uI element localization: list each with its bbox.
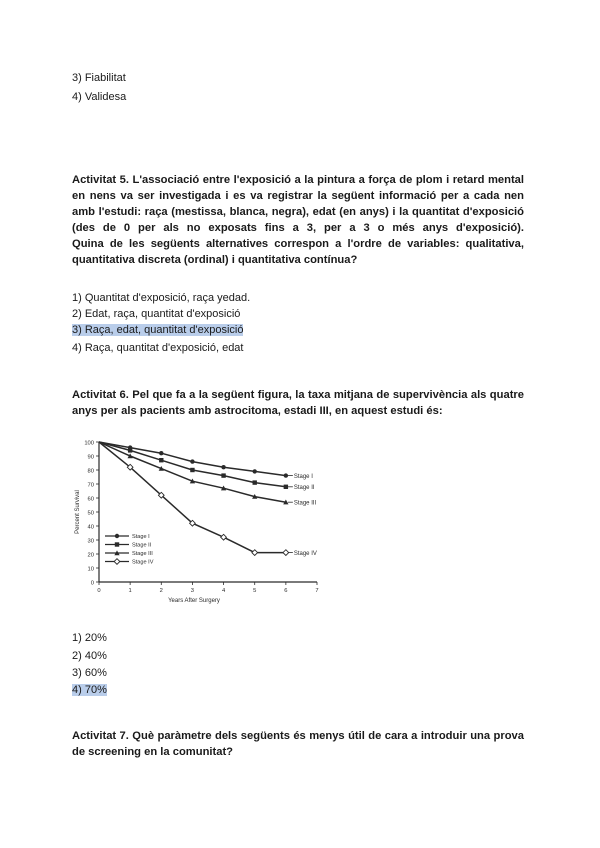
- data-point-stage-i: [190, 459, 194, 463]
- data-point-stage-i: [159, 451, 163, 455]
- activity5-option-2: 2) Edat, raça, quantitat d'exposició: [72, 308, 241, 320]
- activity6-option-3: 3) 60%: [72, 667, 107, 679]
- list-item-fiabilitat: 3) Fiabilitat: [72, 72, 126, 84]
- legend-marker: [115, 534, 119, 538]
- y-tick-label: 70: [87, 482, 94, 489]
- legend-marker: [114, 559, 120, 565]
- activity5-option-4: 4) Raça, quantitat d'exposició, edat: [72, 342, 244, 354]
- x-tick-label: 5: [253, 588, 257, 594]
- data-point-stage-ii: [128, 448, 132, 452]
- activity6-highlighted-option: 4) 70%: [72, 684, 107, 696]
- y-tick-label: 90: [87, 454, 94, 461]
- data-point-stage-ii: [159, 458, 163, 462]
- activity5-highlighted-option: 3) Raça, edat, quantitat d'exposició: [72, 324, 244, 336]
- series-end-label-stage-ii: Stage II: [293, 485, 315, 492]
- y-axis-label: Percent Survival: [75, 490, 81, 534]
- data-point-stage-i: [284, 473, 288, 477]
- list-item-validesa: 4) Validesa: [72, 91, 127, 103]
- activity6-option-2: 2) 40%: [72, 650, 107, 662]
- x-tick-label: 4: [221, 588, 226, 594]
- activity6-option-1: 1) 20%: [72, 632, 107, 644]
- legend-entry-label: Stage IV: [132, 559, 154, 566]
- legend-entry-label: Stage III: [132, 551, 153, 558]
- data-point-stage-iv: [252, 550, 258, 556]
- x-tick-label: 7: [315, 588, 319, 594]
- series-end-label-stage-i: Stage I: [293, 473, 313, 480]
- activity7-question: Activitat 7. Què paràmetre dels següents és menys útil de cara a introduir una prova de screening en la comunitat?: [72, 730, 524, 758]
- activity5-option-1: 1) Quantitat d'exposició, raça yedad.: [72, 292, 251, 304]
- activity5-paragraph1: Activitat 5. L'associació entre l'exposició a la pintura a força de plom i retard mental en nens va ser investigada i es va registrar la següent informació per a cada nen amb l'estudi: raça (mestissa, blanca, negra), edat (en anys) i la quantitat d'exposició (des de 0 per als no exposats fins a 3, per a 3 o més anys d'exposició).: [72, 174, 524, 234]
- x-tick-label: 2: [159, 588, 163, 594]
- series-end-label-stage-iv: Stage IV: [293, 550, 317, 557]
- x-tick-label: 6: [284, 588, 288, 594]
- y-tick-label: 20: [87, 552, 94, 559]
- x-tick-label: 0: [97, 588, 101, 594]
- x-tick-label: 3: [190, 588, 195, 594]
- y-tick-label: 80: [87, 468, 94, 475]
- x-axis-label: Years After Surgery: [168, 598, 220, 604]
- activity5-paragraph2: Quina de les següents alternatives correspon a l'ordre de variables: qualitativa, quantitativa discreta (ordinal) i quantitativa contínua?: [72, 238, 524, 266]
- legend-entry-label: Stage II: [132, 542, 152, 549]
- activity5-option-3: [72, 322, 243, 338]
- y-tick-label: 0: [90, 580, 94, 587]
- legend-marker: [115, 542, 119, 546]
- survival-chart: [72, 432, 334, 608]
- legend-entry-label: Stage I: [132, 534, 150, 541]
- x-tick-label: 1: [128, 588, 132, 594]
- activity6-option-4: [72, 682, 107, 698]
- data-point-stage-ii: [253, 480, 257, 484]
- activity5-statement: [72, 172, 524, 268]
- y-tick-label: 10: [87, 566, 94, 573]
- data-point-stage-iv: [221, 534, 227, 540]
- data-point-stage-ii: [190, 468, 194, 472]
- y-tick-label: 100: [84, 440, 94, 447]
- data-point-stage-i: [253, 469, 257, 473]
- y-tick-label: 60: [87, 496, 94, 503]
- y-tick-label: 50: [87, 510, 94, 517]
- data-point-stage-i: [221, 465, 225, 469]
- y-tick-label: 30: [87, 538, 94, 545]
- data-point-stage-ii: [284, 485, 288, 489]
- y-tick-label: 40: [87, 524, 94, 531]
- activity6-question: Activitat 6. Pel que fa a la següent figura, la taxa mitjana de supervivència als quatre anys per als pacients amb astrocitoma, estadi III, en aquest estudi és:: [72, 389, 524, 417]
- series-end-label-stage-iii: Stage III: [293, 500, 317, 507]
- data-point-stage-ii: [221, 473, 225, 477]
